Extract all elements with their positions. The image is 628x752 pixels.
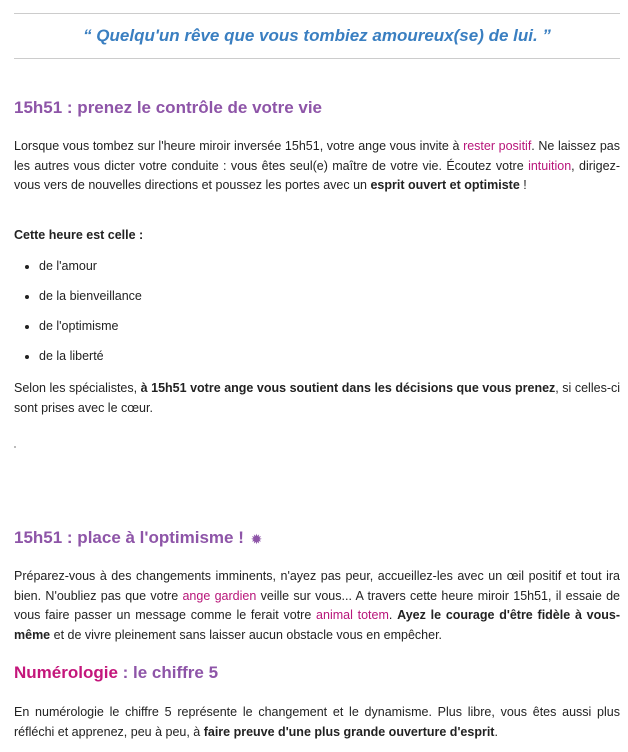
sun-icon: ✹ [250, 530, 263, 547]
text: Selon les spécialistes, [14, 381, 141, 395]
paragraph-optimisme [14, 567, 620, 645]
text: . Ne laissez pas les autres vous dicter votre conduite : vous êtes seul(e) maître de votre vie. Écoutez votre [14, 139, 620, 173]
link-rester-positif[interactable]: rester positif [463, 139, 532, 153]
heading-text: : le chiffre 5 [117, 663, 219, 682]
list-item: • de la bienveillance [39, 287, 619, 306]
text: ! [519, 178, 527, 192]
text: Lorsque vous tombez sur l'heure miroir inversée 15h51, votre ange vous invite à [14, 139, 464, 153]
text: , dirigez-vous vers de nouvelles directions et poussez les portes avec un [14, 158, 620, 192]
bold-text: Cette heure est celle : [14, 228, 144, 242]
hour-qualities-list [14, 257, 619, 377]
text: . [388, 608, 398, 622]
heading-text: 15h51 : place à l'optimisme ! [14, 528, 244, 547]
divider-bottom [14, 58, 620, 59]
text: et de vivre pleinement sans laisser aucun obstacle vous en empêcher. [50, 627, 443, 642]
section-title-optimisme [14, 527, 262, 550]
text: En numérologie le chiffre 5 représente le changement et le dynamisme. Plus libre, vous êtes aussi plus réfléchi et apprenez, peu à peu, à [14, 705, 620, 739]
bold-text: faire preuve d'une plus grande ouverture d'esprit [203, 724, 495, 739]
text: . [494, 724, 498, 739]
link-ange-gardien[interactable]: ange gardien [182, 588, 257, 603]
link-intuition[interactable]: intuition [528, 158, 572, 173]
pull-quote: “ Quelqu'un rêve que vous tombiez amoureux(se) de lui. ” [83, 26, 551, 45]
stray-dot [14, 446, 16, 448]
section-title-controle: 15h51 : prenez le contrôle de votre vie [14, 98, 323, 117]
bold-text: à 15h51 votre ange vous soutient dans les décisions que vous prenez [140, 381, 556, 395]
section-title-numerologie [14, 662, 218, 684]
text: Préparez-vous à des changements imminents, n'ayez pas peur, accueillez-les avec un œil positif et tout ira bien. N'oubliez pas que votre [14, 569, 620, 603]
list-item: • de l'amour [39, 257, 619, 276]
list-item: • de la liberté [39, 347, 619, 366]
paragraph-numerologie [14, 703, 620, 742]
text: veille sur vous... A travers cette heure miroir 15h51, il essaie de vous faire passer un message comme le ferait votre [14, 588, 620, 622]
paragraph-specialistes [14, 379, 620, 418]
link-numerologie[interactable]: Numérologie [14, 663, 118, 682]
link-animal-totem[interactable]: animal totem [316, 608, 389, 622]
bold-text: esprit ouvert et optimiste [370, 178, 520, 192]
text: , si celles-ci sont prises avec le cœur. [14, 381, 621, 415]
bold-text: Ayez le courage d'être fidèle à vous-même [14, 608, 620, 642]
paragraph-controle [14, 137, 620, 196]
divider-top [14, 13, 620, 14]
list-heading [14, 226, 143, 246]
list-item: • de l'optimisme [39, 317, 619, 336]
